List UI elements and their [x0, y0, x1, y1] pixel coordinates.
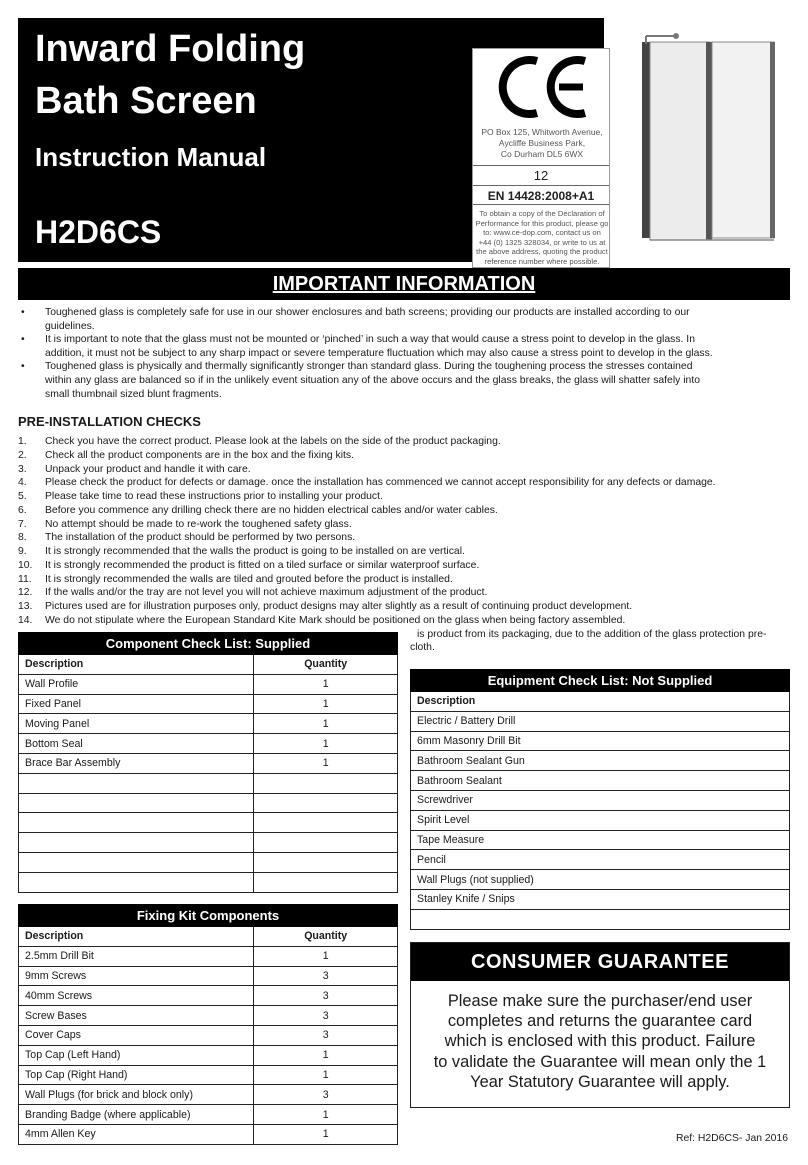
- check-item: 13. Pictures used are for illustration purposes only, product designs may alter slightly as a result of continuing product development.: [18, 601, 633, 612]
- column-header-quantity: Quantity: [254, 927, 398, 947]
- title-block: [18, 18, 609, 266]
- important-bullet-list: [18, 306, 790, 401]
- table-row: 4mm Allen Key 1: [19, 1124, 398, 1144]
- table-row: Electric / Battery Drill: [411, 711, 790, 731]
- table-row: 9mm Screws 3: [19, 966, 398, 986]
- check-item: 1. Check you have the correct product. Please look at the labels on the side of the product packaging.: [18, 436, 501, 447]
- check-item: 11. It is strongly recommended the walls are tiled and grouted before the product is installed.: [18, 573, 453, 585]
- check-item: 6. Before you commence any drilling check there are no hidden electrical cables and/or water cables.: [18, 504, 498, 516]
- table-row: Stanley Knife / Snips: [411, 889, 790, 909]
- table-row: Tape Measure: [411, 830, 790, 850]
- check-item: 5. Please take time to read these instructions prior to installing your product.: [18, 491, 383, 502]
- table-row: Screw Bases 3: [19, 1006, 398, 1026]
- table-row: Bathroom Sealant Gun: [411, 751, 790, 771]
- table-row: 6mm Masonry Drill Bit: [411, 731, 790, 751]
- important-bullet: • It is important to note that the glass must not be mounted or ‘pinched’ in such a way that would cause a stress point to develop in the glass. In addition, it must not be subject to any sharp impact or severe temperature fluctuation which may also cause a stress point to develop in the glass.: [21, 334, 713, 359]
- consumer-guarantee-box: [410, 942, 790, 1108]
- check-item: 10. It is strongly recommended the product is fitted on a tiled surface or similar waterproof surface.: [18, 559, 480, 571]
- check-item: 3. Unpack your product and handle it with care.: [18, 463, 251, 475]
- column-header-description: Description: [19, 655, 254, 675]
- check-item: 7. No attempt should be made to re-work the toughened safety glass.: [18, 518, 352, 530]
- table-row: Bottom Seal 1: [19, 734, 398, 754]
- table-row-empty: [411, 909, 790, 929]
- check-item-fragment: cloth.: [410, 642, 435, 654]
- model-code: H2D6CS: [35, 214, 162, 250]
- important-information-heading: IMPORTANT INFORMATION: [18, 268, 790, 300]
- table-row: 2.5mm Drill Bit 1: [19, 946, 398, 966]
- table-row-empty: [19, 813, 398, 833]
- table-row: Top Cap (Right Hand) 1: [19, 1065, 398, 1085]
- column-header-description: Description: [411, 692, 790, 712]
- pre-installation-list: [18, 435, 793, 655]
- table-row: Bathroom Sealant: [411, 771, 790, 791]
- check-item: 14. We do not stipulate where the European Standard Kite Mark should be positioned on the glass when being factory assembled.: [18, 614, 626, 626]
- important-bullet: • Toughened glass is completely safe for use in our shower enclosures and bath screens; providing our products are installed according to our guidelines.: [21, 307, 690, 332]
- table-row-empty: [19, 852, 398, 872]
- ce-declaration-note: To obtain a copy of the Declaration of Performance for this product, please go to: www.ce-dop.com, contact us on +44 (0) 1325 328034, or write to us at the above address, quoting the product reference number where possible.: [475, 209, 609, 266]
- component-supplied-table: [18, 632, 398, 893]
- table-row: Pencil: [411, 850, 790, 870]
- important-bullet: • Toughened glass is physically and thermally significantly stronger than standard glass. During the toughening process the stresses contained within any glass are balanced so if in the unlikely event situation any of the above occurs and the glass breaks, the glass will shatter safely into small thumbnail sized blunt fragments.: [21, 361, 700, 400]
- equipment-not-supplied-table: [410, 669, 790, 930]
- check-item: 9. It is strongly recommended that the walls the product is going to be installed on are vertical.: [18, 546, 465, 557]
- table-row: Wall Profile 1: [19, 674, 398, 694]
- table-row: Moving Panel 1: [19, 714, 398, 734]
- guarantee-heading: CONSUMER GUARANTEE: [411, 943, 789, 981]
- equipment-table-title: Equipment Check List: Not Supplied: [411, 670, 790, 692]
- table-row: Branding Badge (where applicable) 1: [19, 1105, 398, 1125]
- ce-mark-logo: [493, 55, 591, 119]
- check-item: 2. Check all the product components are in the box and the fixing kits.: [18, 449, 355, 461]
- supplied-table-title: Component Check List: Supplied: [19, 633, 398, 655]
- table-row: Screwdriver: [411, 790, 790, 810]
- table-row: Top Cap (Left Hand) 1: [19, 1045, 398, 1065]
- document-reference: Ref: H2D6CS- Jan 2016: [675, 1133, 788, 1144]
- fixing-kit-table-title: Fixing Kit Components: [19, 905, 398, 927]
- bath-screen-illustration: [632, 28, 792, 244]
- table-row: Wall Plugs (not supplied): [411, 870, 790, 890]
- guarantee-text: Please make sure the purchaser/end user completes and returns the guarantee card which is enclosed with this product. Failure to validate the Guarantee will mean only the 1 Year Statutory Guarantee will apply.: [433, 992, 767, 1091]
- table-row-empty: [19, 833, 398, 853]
- table-row: Cover Caps 3: [19, 1025, 398, 1045]
- title-line-2: Bath Screen: [35, 80, 257, 122]
- check-item-fragment: is product from its packaging, due to the addition of the glass protection pre-: [417, 628, 767, 640]
- table-row-empty: [19, 773, 398, 793]
- table-row: Fixed Panel 1: [19, 694, 398, 714]
- title-line-1: Inward Folding: [35, 28, 306, 70]
- column-header-quantity: Quantity: [254, 655, 398, 675]
- ce-standard: EN 14428:2008+A1: [473, 185, 609, 205]
- table-row: Wall Plugs (for brick and block only) 3: [19, 1085, 398, 1105]
- ce-label: [472, 48, 610, 268]
- table-row: Spirit Level: [411, 810, 790, 830]
- table-row: Brace Bar Assembly 1: [19, 753, 398, 773]
- check-item: 12. If the walls and/or the tray are not level you will not achieve maximum adjustment of the product.: [18, 587, 488, 599]
- pre-installation-heading: PRE-INSTALLATION CHECKS: [18, 414, 201, 429]
- check-item: 8. The installation of the product should be performed by two persons.: [18, 532, 356, 544]
- manual-subtitle: Instruction Manual: [35, 142, 267, 172]
- check-item: 4. Please check the product for defects or damage. once the installation has commenced we cannot accept responsibility for any defects or damage.: [18, 477, 716, 489]
- fixing-kit-table: [18, 904, 398, 1145]
- column-header-description: Description: [19, 927, 254, 947]
- table-row-empty: [19, 793, 398, 813]
- ce-address: PO Box 125, Whitworth Avenue, Aycliffe Business Park, Co Durham DL5 6WX: [481, 127, 603, 159]
- table-row: 40mm Screws 3: [19, 986, 398, 1006]
- table-row-empty: [19, 872, 398, 892]
- ce-number: 12: [473, 165, 609, 185]
